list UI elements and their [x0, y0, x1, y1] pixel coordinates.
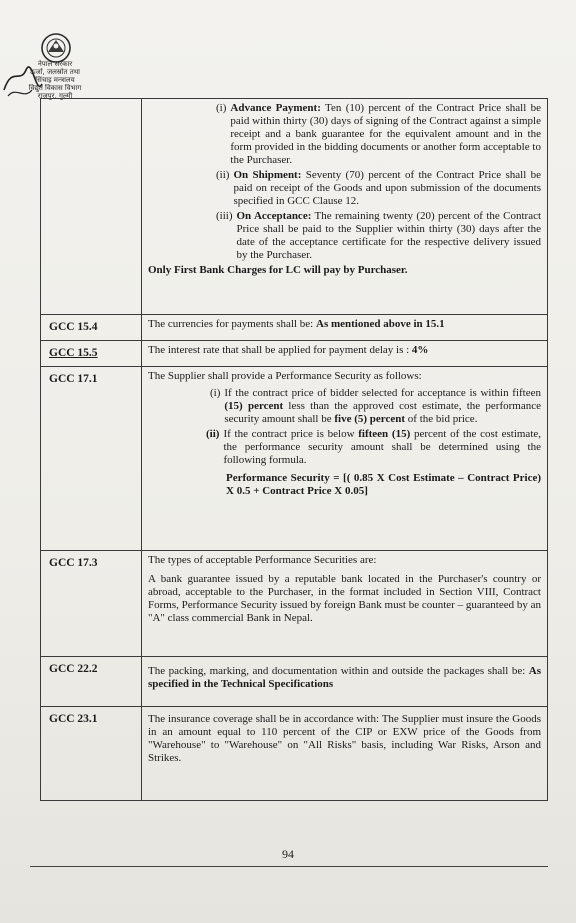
clause-text: The packing, marking, and documentation within and outside the packages shall be: As specified in the Technical Specifications: [142, 657, 548, 707]
table-row: [41, 367, 548, 551]
table-row: [41, 99, 548, 315]
list-item: (ii) On Shipment: Seventy (70) percent of the Contract Price shall be paid on receipt of the Goods and upon submission of the documents specified in GCC Clause 12.: [216, 169, 541, 207]
table-row: [41, 341, 548, 367]
seal-line: सिंचाइ मन्त्रालय: [35, 76, 75, 84]
clause-code: GCC 17.1: [41, 367, 142, 551]
list-item: (iii) On Acceptance: The remaining twenty (20) percent of the Contract Price shall be paid to the Supplier within thirty (30) days after the date of the acceptance certificate for the respective delivery issued by the Purchaser.: [216, 210, 542, 261]
list-item: (ii) If the contract price is below fifteen (15) percent of the cost estimate, the performance security amount shall be determined using the following formula.: [206, 428, 542, 466]
clause-code: GCC 17.3: [41, 551, 142, 657]
seal-line: राजपुर, गुल्मी: [37, 92, 73, 100]
table-row: [41, 657, 548, 707]
seal-line: विद्युत विकास विभाग: [28, 84, 82, 92]
clause-text: The Supplier shall provide a Performance Security as follows: (i) If the contract price of bidder selected for acceptance is within fifteen (15) percent less than the approved cost estimate, the performance security amount shall be five (5) percent of the bid price. (ii) If the contract price is below fifteen (15) percent of the cost estimate, the performance security amount shall be determined using the following formula. Performance Security = [( 0.85 X Cost Estimate – Contract Price) X 0.5 + Contract Price X 0.05]: [142, 367, 548, 551]
table-row: [41, 551, 548, 657]
list-item: (i) If the contract price of bidder selected for acceptance is within fifteen (15) percent less than the approved cost estimate, the performance security amount shall be five (5) percent of the bid price.: [210, 387, 541, 425]
clause-text: The insurance coverage shall be in accordance with: The Supplier must insure the Goods in an amount equal to 110 percent of the CIP or EXW price of the Goods from "Warehouse" to "Warehouse" on "All Risks" basis, including War Risks, Arson and Strikes.: [142, 707, 548, 801]
special-conditions-table: [40, 98, 548, 801]
clause-code: [41, 99, 142, 315]
clause-code: GCC 15.5: [41, 341, 142, 367]
clause-text: The currencies for payments shall be: As mentioned above in 15.1: [142, 315, 548, 341]
clause-text: [142, 99, 548, 315]
seal-line: ऊर्जा, जलस्रोत तथा: [30, 68, 80, 76]
note-text: Only First Bank Charges for LC will pay by Purchaser.: [148, 264, 408, 276]
clause-text: The types of acceptable Performance Securities are: A bank guarantee issued by a reputable bank located in the Purchaser's country or abroad, acceptable to the Purchaser, in the format included in Section VIII, Contract Forms, Performance Security issued by foreign Bank must be counter – guaranteed by an "A" class commercial Bank in Nepal.: [142, 551, 548, 657]
table-row: [41, 707, 548, 801]
clause-code: GCC 15.4: [41, 315, 142, 341]
seal-line: नेपाल सरकार: [37, 60, 73, 68]
footer-divider: [30, 866, 548, 867]
list-item: (i) Advance Payment: Ten (10) percent of the Contract Price shall be paid within thirty (30) days of signing of the Contract against a simple receipt and a bank guarantee for the equivalent amount and in the form provided in the bidding documents or another form acceptable to the Purchaser.: [216, 102, 541, 166]
clause-text: The interest rate that shall be applied for payment delay is : 4%: [142, 341, 548, 367]
table-row: [41, 315, 548, 341]
page-number: 94: [282, 847, 294, 861]
formula-text: Performance Security = [( 0.85 X Cost Estimate – Contract Price) X 0.5 + Contract Price X 0.05]: [226, 472, 541, 497]
clause-code: GCC 23.1: [41, 707, 142, 801]
clause-code: GCC 22.2: [41, 657, 142, 707]
